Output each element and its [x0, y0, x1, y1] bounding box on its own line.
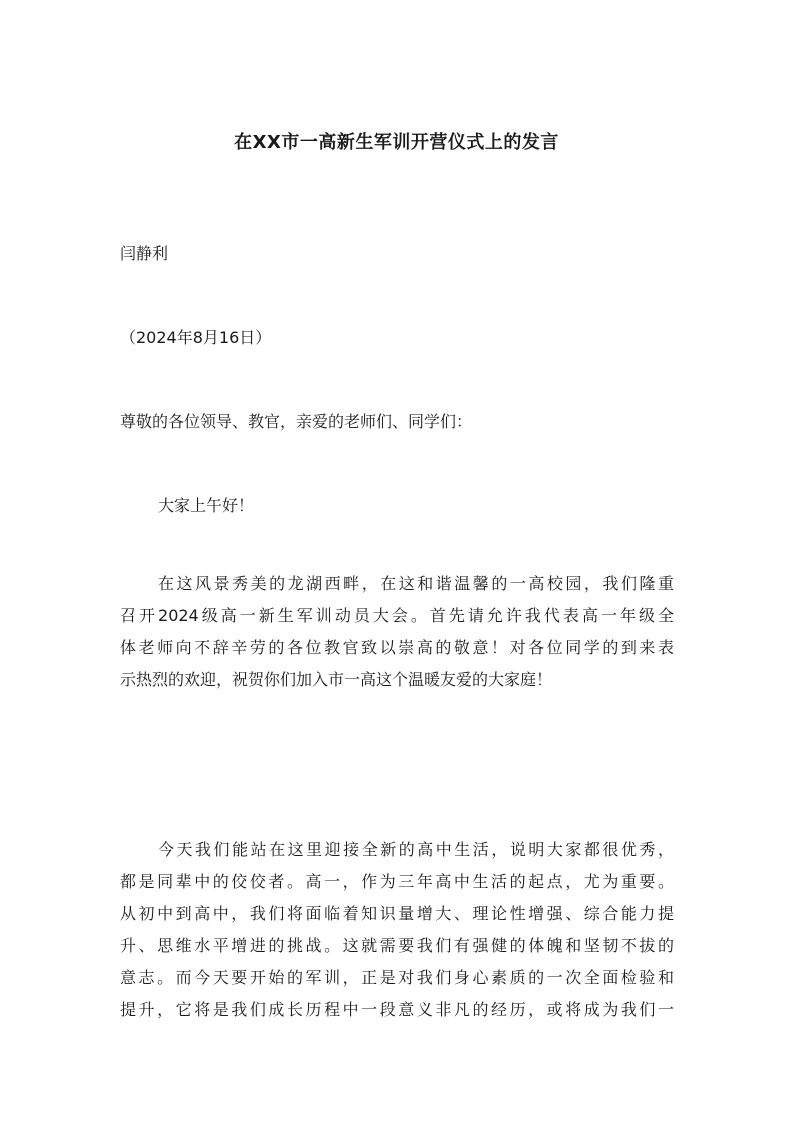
- paragraph-line: 意志。而今天要开始的军训，正是对我们身心素质的一次全面检验和: [120, 968, 674, 987]
- paragraph-line: 从初中到高中，我们将面临着知识量增大、理论性增强、综合能力提: [120, 904, 674, 923]
- paragraph-line: 提升，它将是我们成长历程中一段意义非凡的经历，或将成为我们一: [120, 1000, 674, 1019]
- paragraph-line: 示热烈的欢迎，祝贺你们加入市一高这个温暖友爱的大家庭！: [120, 670, 553, 689]
- paragraph-line: 在这风景秀美的龙湖西畔，在这和谐温馨的一高校园，我们隆重: [158, 574, 674, 593]
- document-title: 在XX市一高新生军训开营仪式上的发言: [234, 132, 559, 153]
- speech-date: （2024年8月16日）: [120, 328, 272, 347]
- greeting: 大家上午好！: [158, 496, 255, 515]
- paragraph-line: 体老师向不辞辛劳的各位教官致以崇高的敬意！对各位同学的到来表: [120, 638, 674, 657]
- paragraph-line: 召开2024级高一新生军训动员大会。首先请允许我代表高一年级全: [120, 606, 674, 625]
- salutation: 尊敬的各位领导、教官，亲爱的老师们、同学们：: [120, 412, 473, 431]
- paragraph-2: [120, 834, 674, 1026]
- author-name: 闫静利: [120, 244, 169, 263]
- paragraph-1: [120, 568, 674, 696]
- paragraph-line: 都是同辈中的佼佼者。高一，作为三年高中生活的起点，尤为重要。: [120, 872, 674, 891]
- paragraph-line: 升、思维水平增进的挑战。这就需要我们有强健的体魄和坚韧不拔的: [120, 936, 674, 955]
- paragraph-line: 今天我们能站在这里迎接全新的高中生活，说明大家都很优秀，: [158, 840, 674, 859]
